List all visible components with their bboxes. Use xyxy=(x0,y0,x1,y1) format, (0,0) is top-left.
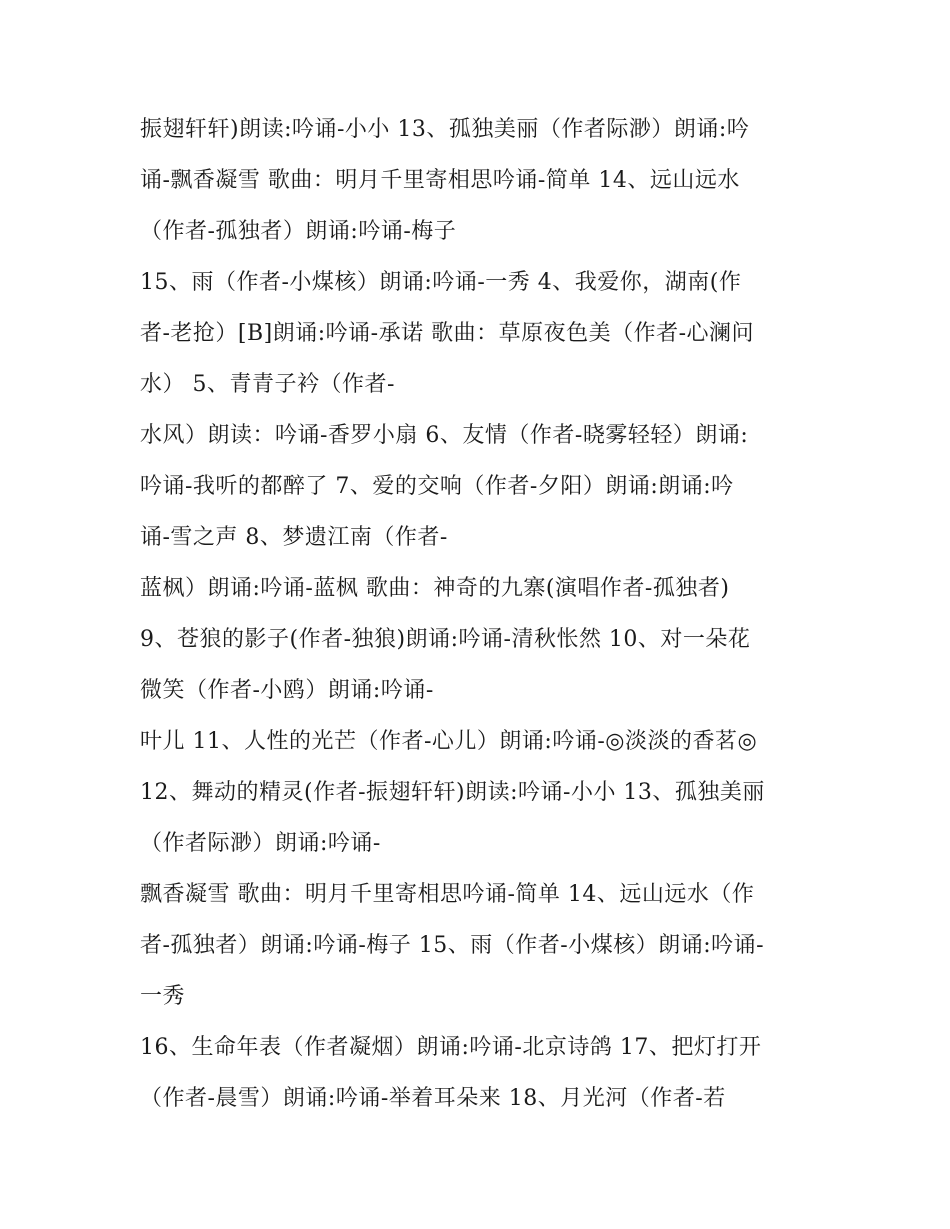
text-line: （作者-孤独者）朗诵:吟诵-梅子 xyxy=(140,219,457,244)
text-line: 微笑（作者-小鸥）朗诵:吟诵- xyxy=(140,678,434,703)
text-line: 者-老抢）[B]朗诵:吟诵-承诺 歌曲：草原夜色美（作者-心澜问 xyxy=(140,321,755,346)
text-line: 振翅轩轩)朗读:吟诵-小小 13、孤独美丽（作者际渺）朗诵:吟 xyxy=(140,117,750,142)
text-line: 15、雨（作者-小煤核）朗诵:吟诵-一秀 4、我爱你，湖南(作 xyxy=(140,270,742,295)
text-line: 者-孤独者）朗诵:吟诵-梅子 15、雨（作者-小煤核）朗诵:吟诵- xyxy=(140,933,765,958)
text-line: 9、苍狼的影子(作者-独狼)朗诵:吟诵-清秋怅然 10、对一朵花 xyxy=(140,627,751,652)
text-line: 水） 5、青青子衿（作者- xyxy=(140,372,395,397)
text-line: 12、舞动的精灵(作者-振翅轩轩)朗读:吟诵-小小 13、孤独美丽 xyxy=(140,780,765,805)
text-line: 吟诵-我听的都醉了 7、爱的交响（作者-夕阳）朗诵:朗诵:吟 xyxy=(140,474,734,499)
text-line: 一秀 xyxy=(140,984,186,1009)
body-text xyxy=(140,112,820,1132)
text-line: 蓝枫）朗诵:吟诵-蓝枫 歌曲：神奇的九寨(演唱作者-孤独者) xyxy=(140,576,730,601)
text-line: 水风）朗读：吟诵-香罗小扇 6、友情（作者-晓雾轻轻）朗诵: xyxy=(140,423,749,448)
text-line: 16、生命年表（作者凝烟）朗诵:吟诵-北京诗鸽 17、把灯打开 xyxy=(140,1035,762,1060)
text-line: （作者-晨雪）朗诵:吟诵-举着耳朵来 18、月光河（作者-若 xyxy=(140,1086,726,1111)
text-line: 诵-雪之声 8、梦遗江南（作者- xyxy=(140,525,448,550)
text-line: 诵-飘香凝雪 歌曲：明月千里寄相思吟诵-简单 14、远山远水 xyxy=(140,168,740,193)
text-line: 叶儿 11、人性的光芒（作者-心儿）朗诵:吟诵-◎淡淡的香茗◎ xyxy=(140,729,758,754)
text-line: （作者际渺）朗诵:吟诵- xyxy=(140,831,381,856)
text-line: 飘香凝雪 歌曲：明月千里寄相思吟诵-简单 14、远山远水（作 xyxy=(140,882,755,907)
